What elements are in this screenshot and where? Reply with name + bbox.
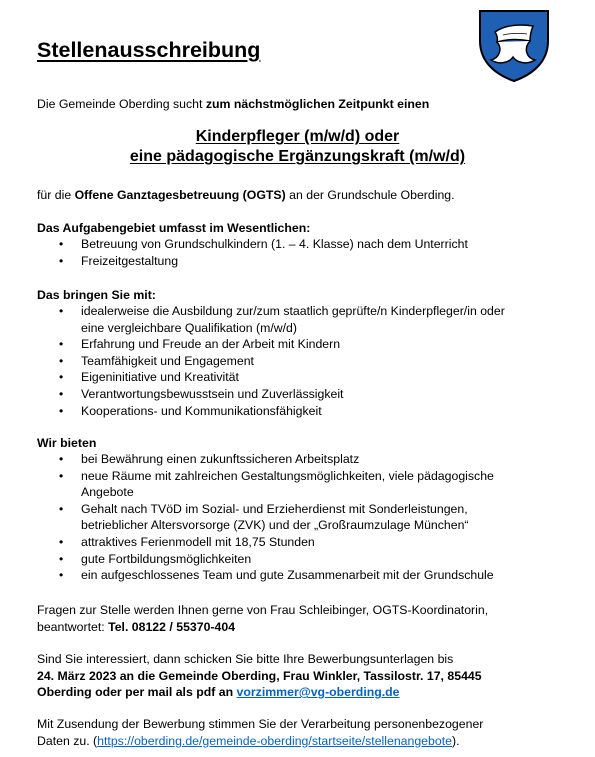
job-offers-url-link[interactable]: https://oberding.de/gemeinde-oberding/startseite/stellenangebote bbox=[97, 733, 452, 748]
list-item: • gute Fortbildungsmöglichkeiten bbox=[37, 551, 494, 568]
intro-text: Die Gemeinde Oberding sucht zum nächstmöglichen Zeitpunkt einen bbox=[37, 97, 430, 111]
list-item: • ein aufgeschlossenes Team und gute Zusammenarbeit mit der Grundschule bbox=[37, 567, 494, 584]
requirements-heading: Das bringen Sie mit: bbox=[37, 288, 156, 302]
questions-text: Fragen zur Stelle werden Ihnen gerne von Frau Schleibinger, OGTS-Koordinatorin, beantwortet: Tel. 08122 / 55370-404 bbox=[37, 603, 489, 634]
application-text: Sind Sie interessiert, dann schicken Sie bitte Ihre Bewerbungsunterlagen bis 24. März 2023 an die Gemeinde Oberding, Frau Winkler, Tassilostr. 17, 85445 Oberding oder per mail als pdf an vorzimmer@vg-oberding.de bbox=[37, 652, 482, 700]
list-item: • Erfahrung und Freude an der Arbeit mit Kindern bbox=[37, 336, 505, 353]
list-item: • attraktives Ferienmodell mit 18,75 Stunden bbox=[37, 534, 494, 551]
email-link[interactable]: vorzimmer@vg-oberding.de bbox=[236, 685, 400, 700]
list-item: • Gehalt nach TVöD im Sozial- und Erzieherdienst mit Sonderleistungen, betrieblicher Altersvorsorge (ZVK) und der „Großraumzulage München“ bbox=[37, 501, 494, 534]
coat-of-arms-icon bbox=[475, 5, 553, 83]
tasks-heading: Das Aufgabengebiet umfasst im Wesentlichen: bbox=[37, 221, 311, 235]
program-text: für die Offene Ganztagesbetreuung (OGTS) an der Grundschule Oberding. bbox=[37, 188, 455, 202]
list-item: • Eigeninitiative und Kreativität bbox=[37, 369, 505, 386]
page-title: Stellenausschreibung bbox=[37, 38, 261, 62]
consent-text: Mit Zusendung der Bewerbung stimmen Sie der Verarbeitung personenbezogener Daten zu. (https://oberding.de/gemeinde-oberding/startseite/stellenangebote). bbox=[37, 717, 484, 748]
position-title-line-2: eine pädagogische Ergänzungskraft (m/w/d) bbox=[129, 148, 466, 165]
list-item: • idealerweise die Ausbildung zur/zum staatlich geprüfte/n Kinderpfleger/in oder eine vergleichbare Qualifikation (m/w/d) bbox=[37, 303, 505, 336]
tasks-list bbox=[37, 236, 468, 269]
list-item: • Kooperations- und Kommunikationsfähigkeit bbox=[37, 403, 505, 420]
offers-list bbox=[37, 451, 494, 584]
phone-number: Tel. 08122 / 55370-404 bbox=[108, 619, 236, 634]
list-item: • neue Räume mit zahlreichen Gestaltungsmöglichkeiten, viele pädagogische Angebote bbox=[37, 468, 494, 501]
position-title-line-1: Kinderpfleger (m/w/d) oder bbox=[195, 128, 400, 145]
list-item: • Teamfähigkeit und Engagement bbox=[37, 353, 505, 370]
list-item: • Betreuung von Grundschulkindern (1. – 4. Klasse) nach dem Unterricht bbox=[37, 236, 468, 253]
requirements-list bbox=[37, 303, 505, 419]
list-item: • Freizeitgestaltung bbox=[37, 253, 468, 270]
list-item: • Verantwortungsbewusstsein und Zuverlässigkeit bbox=[37, 386, 505, 403]
list-item: • bei Bewährung einen zukunftssicheren Arbeitsplatz bbox=[37, 451, 494, 468]
offers-heading: Wir bieten bbox=[37, 436, 97, 450]
